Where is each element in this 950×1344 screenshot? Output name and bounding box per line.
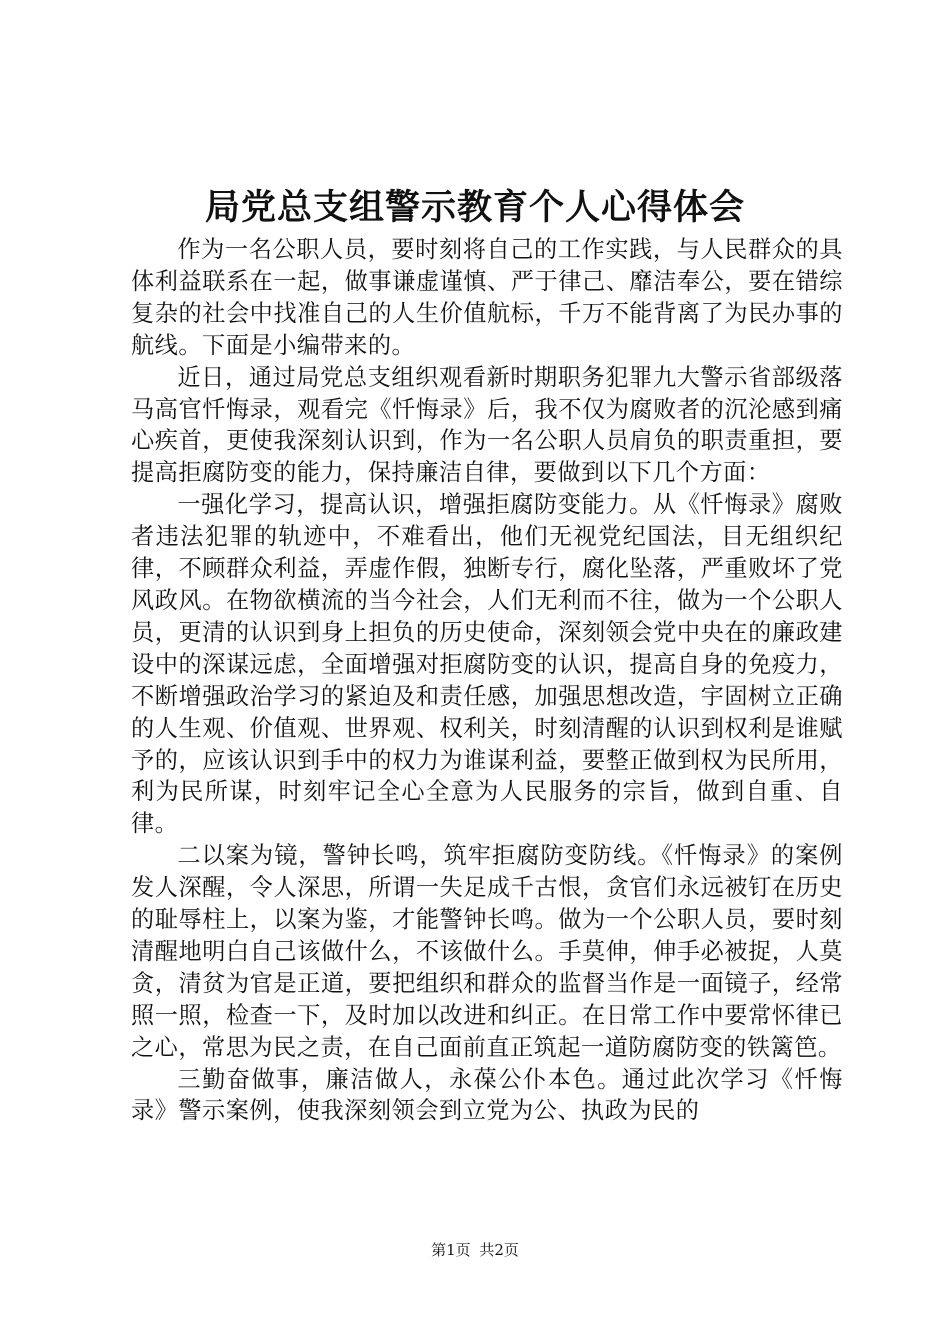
page-footer: [0, 1240, 950, 1260]
paragraph-background: 近日，通过局党总支组织观看新时期职务犯罪九大警示省部级落马高官忏悔录，观看完《忏悔录》后，我不仅为腐败者的沉沦感到痛心疾首，更使我深刻认识到，作为一名公职人员肩负的职责重担，要提高拒腐防变的能力，保持廉洁自律，要做到以下几个方面：: [131, 363, 843, 487]
paragraph-point-two: 二以案为镜，警钟长鸣，筑牢拒腐防变防线。《忏悔录》的案例发人深醒，令人深思，所谓一失足成千古恨，贪官们永远被钉在历史的耻辱柱上，以案为鉴，才能警钟长鸣。做为一个公职人员，要时刻清醒地明白自己该做什么，不该做什么。手莫伸，伸手必被捉，人莫贪，清贫为官是正道，要把组织和群众的监督当作是一面镜子，经常照一照，检查一下，及时加以改进和纠正。在日常工作中要常怀律已之心，常思为民之责，在自己面前直正筑起一道防腐防变的铁篱笆。: [131, 842, 843, 1061]
paragraph-point-one: 一强化学习，提高认识，增强拒腐防变能力。从《忏悔录》腐败者违法犯罪的轨迹中，不难看出，他们无视党纪国法，目无组织纪律，不顾群众利益，弄虚作假，独断专行，腐化坠落，严重败坏了党风政风。在物欲横流的当今社会，人们无利而不往，做为一个公职人员，更清的认识到身上担负的历史使命，深刻领会党中央在的廉政建设中的深谋远虑，全面增强对拒腐防变的认识，提高自身的免疫力，不断增强政治学习的紧迫及和责任感，加强思想改造，宇固树立正确的人生观、价值观、世界观、权利关，时刻清醒的认识到权利是谁赋予的，应该认识到手中的权力为谁谋利益，要整正做到权为民所用，利为民所谋，时刻牢记全心全意为人民服务的宗旨，做到自重、自律。: [131, 491, 843, 838]
page-total: 共2页: [479, 1241, 519, 1259]
paragraph-intro: 作为一名公职人员，要时刻将自己的工作实践，与人民群众的具体利益联系在一起，做事谦虚谨慎、严于律己、靡洁奉公，要在错综复杂的社会中找准自己的人生价值航标，千万不能背离了为民办事的航线。下面是小编带来的。: [131, 236, 843, 359]
paragraph-point-three: 三勤奋做事，廉洁做人，永葆公仆本色。通过此次学习《忏悔录》警示案例，使我深刻领会到立党为公、执政为民的: [131, 1065, 843, 1125]
document-title: 局党总支组警示教育个人心得体会: [204, 187, 745, 228]
page-number: 第1页: [431, 1241, 471, 1259]
document-body: [131, 234, 843, 1127]
